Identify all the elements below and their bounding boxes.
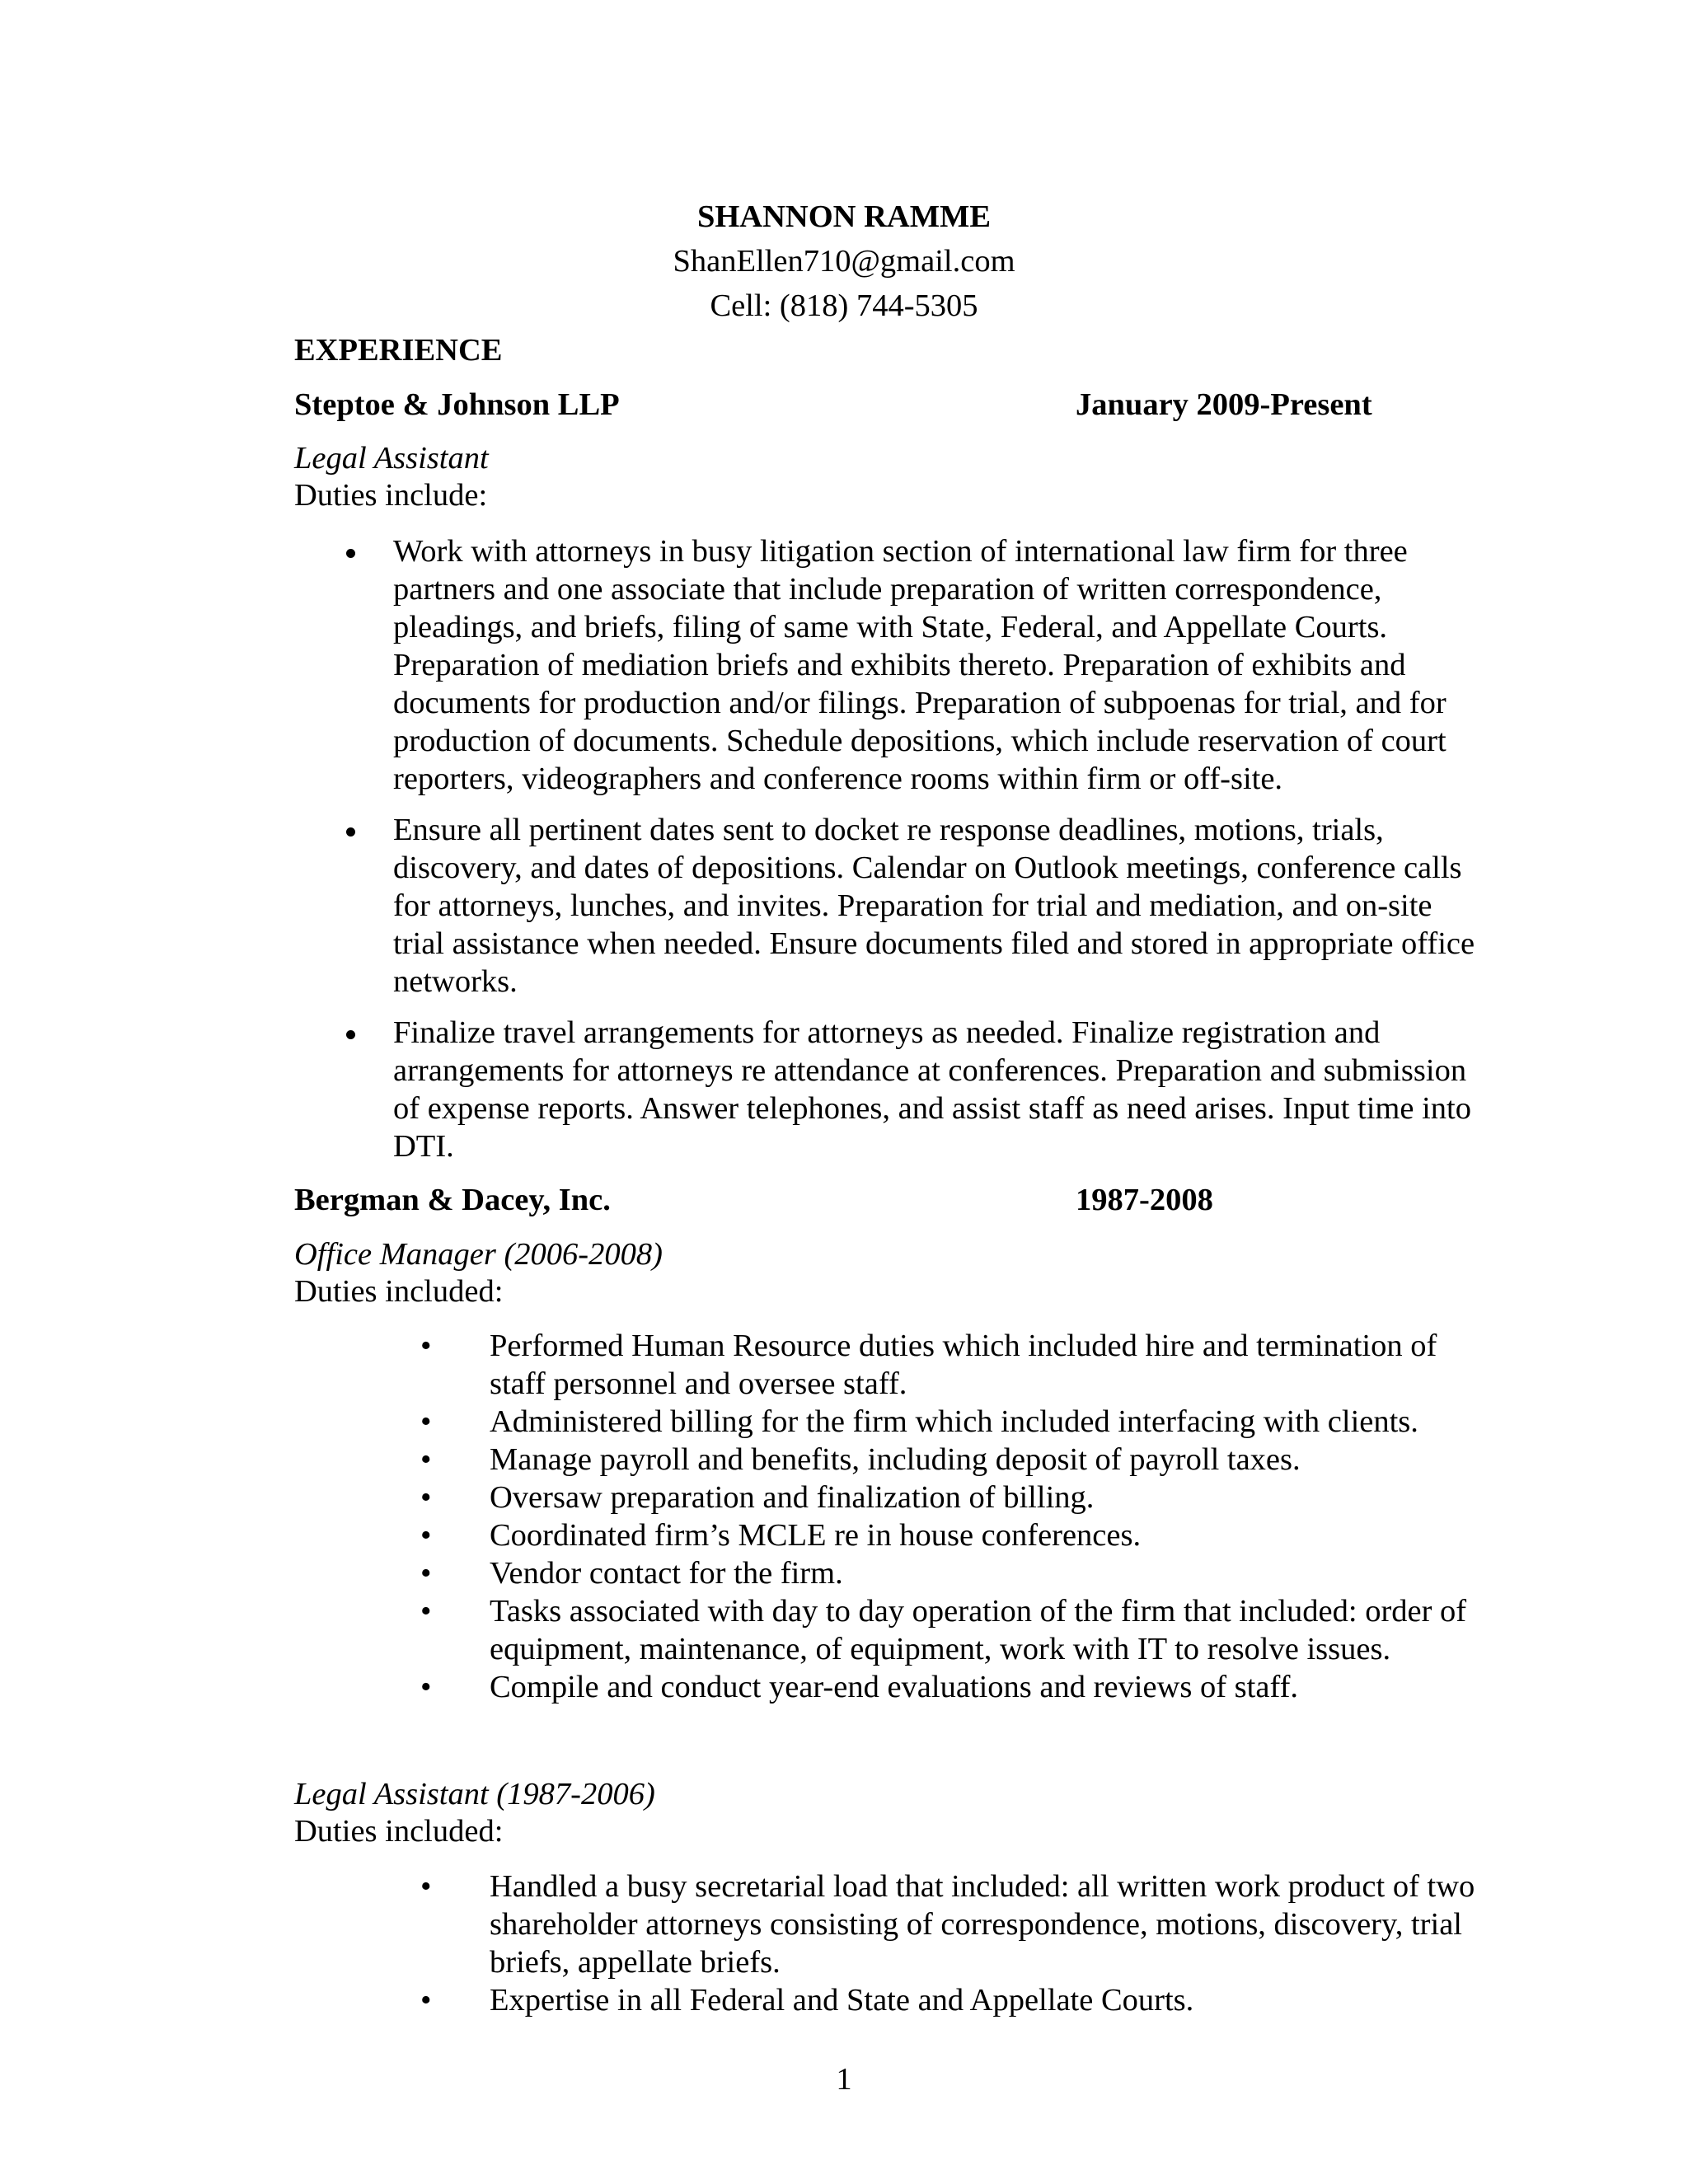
duties-label: Duties included: [294,1274,504,1309]
office-manager-duties-list [420,1327,1484,1706]
list-item: • Tasks associated with day to day operation of the firm that included: order of equipment, maintenance, of equipment, work with IT to resolve issues. [420,1594,1467,1666]
bullet-dot-icon [346,1030,355,1039]
bullet-dot-icon [346,549,355,558]
employment-dates: 1987-2008 [1076,1183,1213,1217]
bullet-icon: • [420,1518,432,1553]
employment-dates: January 2009-Present [1076,387,1372,422]
list-item: • Handled a busy secretarial load that included: all written work product of two shareholder attorneys consisting of correspondence, motions, discovery, trial briefs, appellate briefs. [420,1869,1475,1980]
bullet-icon: • [420,1594,432,1629]
bullet-icon: • [420,1556,432,1591]
company-name: Steptoe & Johnson LLP [294,387,620,422]
bullet-icon: • [420,1404,432,1439]
list-item: • Coordinated firm’s MCLE re in house conferences. [420,1518,1142,1553]
company-name: Bergman & Dacey, Inc. [294,1183,611,1217]
list-item: • Performed Human Resource duties which included hire and termination of staff personnel and oversee staff. [420,1329,1437,1401]
contact-header [0,194,1688,328]
bullet-icon: • [420,1329,432,1363]
job-role: Office Manager (2006-2008) [294,1237,663,1272]
list-item: Ensure all pertinent dates sent to docket re response deadlines, motions, trials, discovery, and dates of depositions. Calendar on Outlook meetings, conference calls for attorneys, lunches, and invites. Preparation for trial and mediation, and on-site trial assistance when needed. Ensure documents filed and stored in appropriate office networks. [344,811,1481,1001]
legal-assistant-duties-list [420,1868,1484,2019]
candidate-name: SHANNON RAMME [696,199,992,234]
steptoe-duties-list [344,532,1481,1179]
email-address: ShanEllen710@gmail.com [673,244,1015,279]
list-item: • Manage payroll and benefits, including deposit of payroll taxes. [420,1442,1301,1477]
list-item: • Expertise in all Federal and State and Appellate Courts. [420,1983,1194,2018]
bullet-icon: • [420,1480,432,1515]
bullet-icon: • [420,1869,432,1904]
list-item: • Oversaw preparation and finalization of billing. [420,1480,1095,1515]
list-item: Work with attorneys in busy litigation section of international law firm for three partners and one associate that include preparation of written correspondence, pleadings, and briefs, filing of same with State, Federal, and Appellate Courts. Preparation of mediation briefs and exhibits thereto. Preparation of exhibits and documents for production and/or filings. Preparation of subpoenas for trial, and for production of documents. Schedule depositions, which include reservation of court reporters, videographers and conference rooms within firm or off-site. [344,532,1481,798]
job-role: Legal Assistant (1987-2006) [294,1777,655,1811]
list-item: Finalize travel arrangements for attorneys as needed. Finalize registration and arrangements for attorneys re attendance at conferences. Preparation and submission of expense reports. Answer telephones, and assist staff as need arises. Input time into DTI. [344,1014,1481,1165]
section-title-experience: EXPERIENCE [294,333,503,368]
bullet-icon: • [420,1983,432,2018]
duties-label: Duties include: [294,478,488,513]
bullet-icon: • [420,1442,432,1477]
list-item: • Compile and conduct year-end evaluations and reviews of staff. [420,1670,1299,1704]
list-item: • Vendor contact for the firm. [420,1556,843,1591]
phone-number: Cell: (818) 744-5305 [710,288,978,323]
list-item: • Administered billing for the firm which included interfacing with clients. [420,1404,1418,1439]
page-number: 1 [836,2062,852,2097]
bullet-icon: • [420,1670,432,1704]
duties-label: Duties included: [294,1814,504,1849]
job-role: Legal Assistant [294,441,489,476]
bullet-dot-icon [346,827,355,837]
